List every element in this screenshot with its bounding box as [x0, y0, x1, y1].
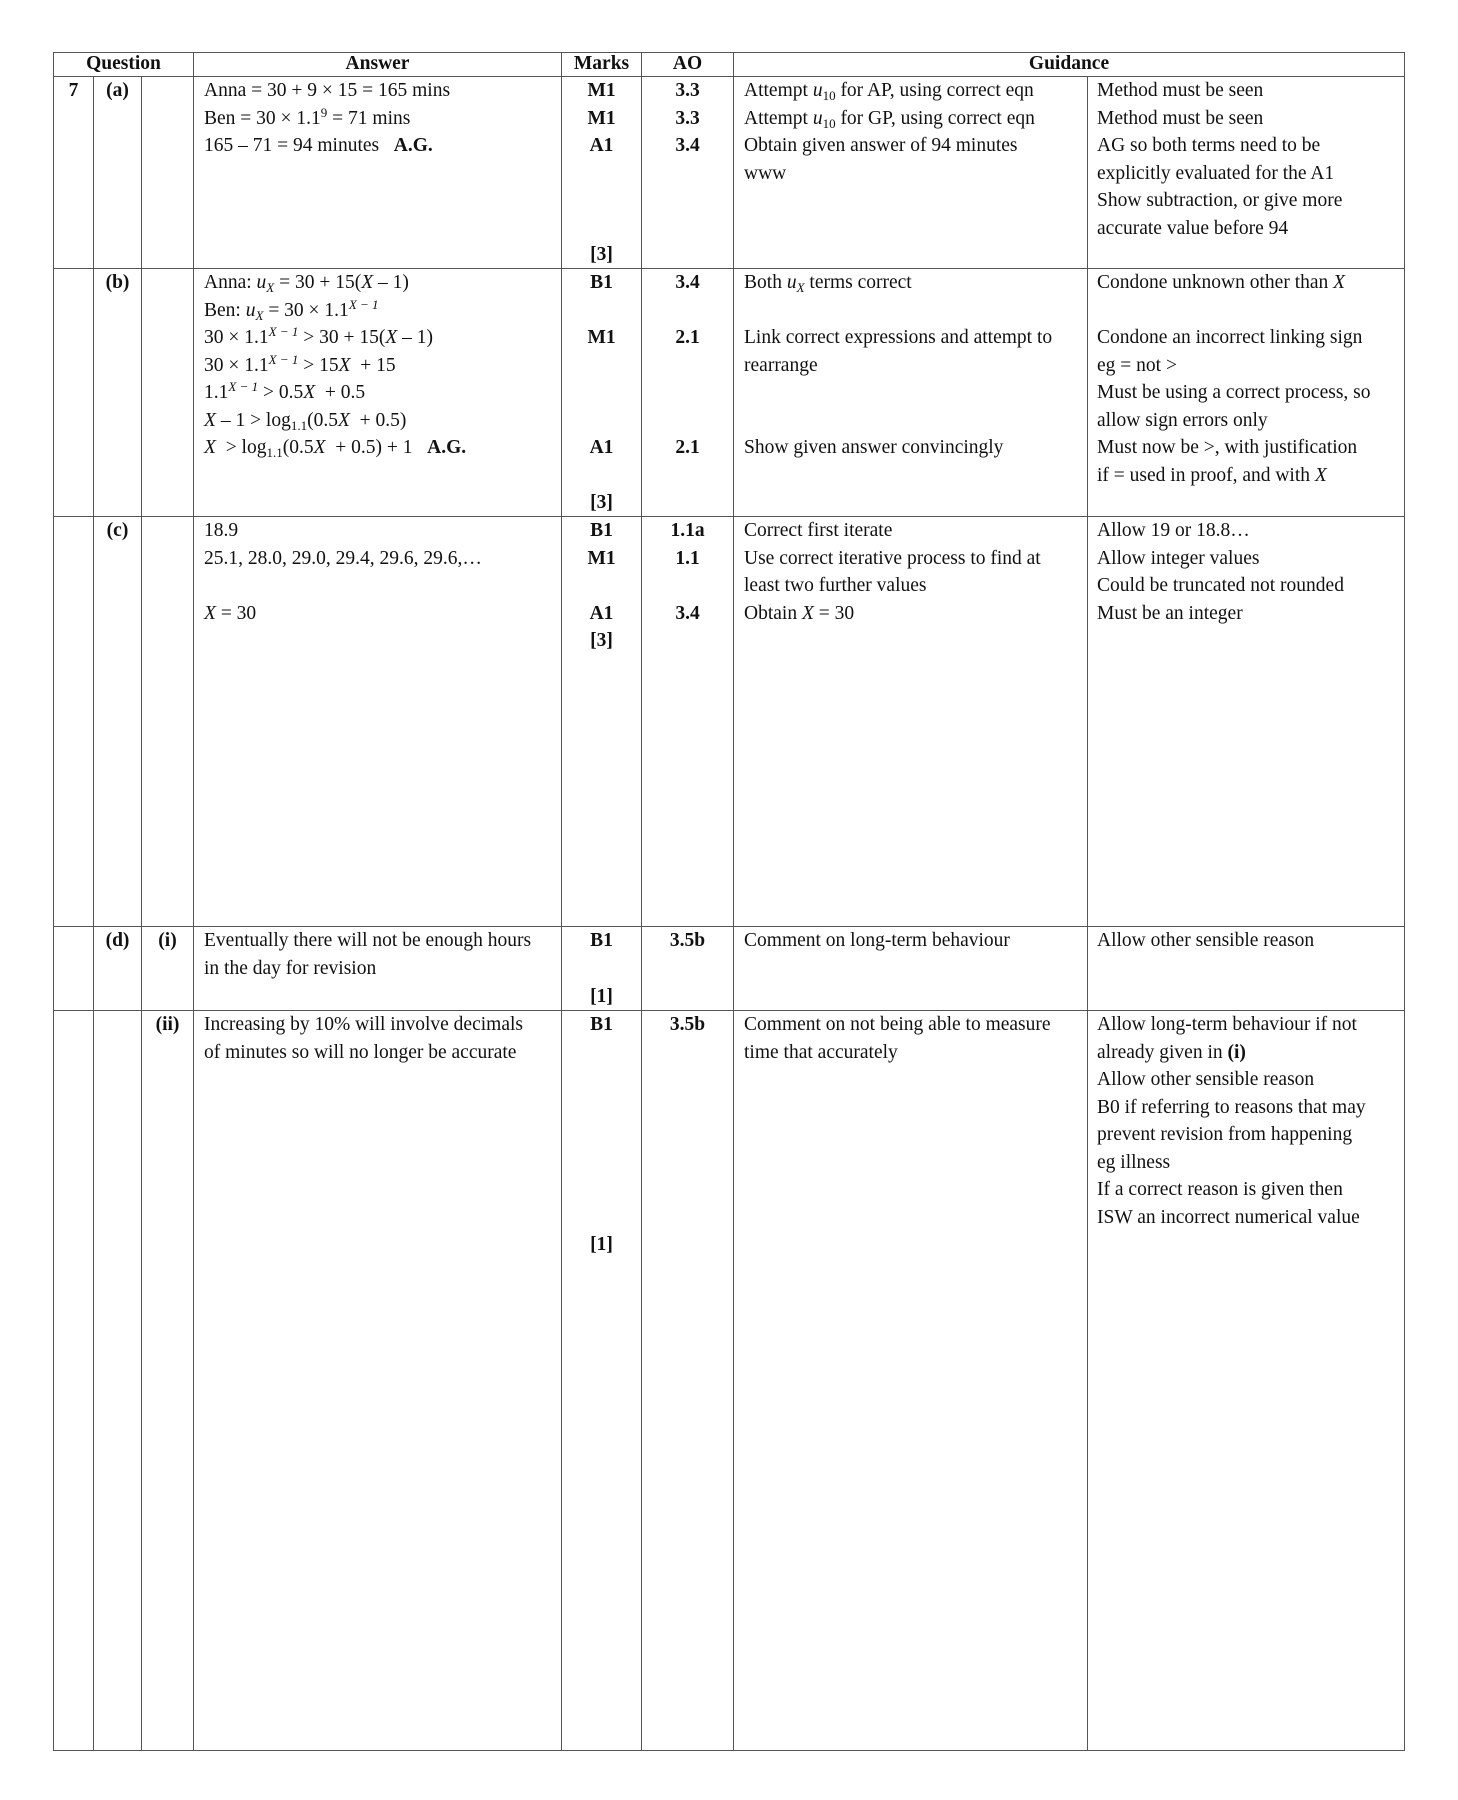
question-subpart: (ii) [142, 1011, 194, 1751]
guidance-line: AG so both terms need to be [1097, 135, 1321, 156]
guidance-line: explicitly evaluated for the A1 [1097, 162, 1335, 184]
guidance-line: Use correct iterative process to find at [744, 547, 1041, 569]
guidance-line: Allow other sensible reason [1097, 1069, 1315, 1090]
guidance-note-cell [1088, 1011, 1405, 1751]
question-part: (c) [94, 517, 142, 927]
guidance-cell [734, 77, 1088, 269]
question-part: (a) [94, 77, 142, 269]
answer-line: Anna: $u_X = 30 + 15(X - 1)$ [204, 272, 409, 295]
guidance-line: Must be an integer [1097, 602, 1243, 624]
guidance-line: Condone an incorrect linking sign [1097, 327, 1363, 348]
mark: A1 [589, 437, 614, 458]
guidance-note-cell [1088, 77, 1405, 269]
table-row [54, 517, 1405, 927]
question-number: 7 [54, 77, 94, 269]
guidance-line: eg illness [1097, 1151, 1171, 1173]
guidance-line: rearrange [744, 354, 818, 376]
answer-cell [194, 517, 562, 927]
question-part [94, 1011, 142, 1751]
guidance-line: already given in (i) [1097, 1041, 1246, 1063]
guidance-line: Attempt $u_{10}$ for AP, using correct eqn [744, 80, 1034, 103]
guidance-line: ISW an incorrect numerical value [1097, 1206, 1360, 1228]
ao-cell [642, 77, 734, 269]
mark: M1 [587, 327, 616, 348]
ao-value: 3.4 [675, 135, 700, 156]
question-number [54, 269, 94, 517]
exponent: 9 [320, 104, 328, 120]
guidance-cell [734, 1011, 1088, 1751]
guidance-line: eg = not > [1097, 354, 1177, 376]
mark: B1 [590, 272, 613, 293]
answer-line: Ben: $u_X = 30 \times 1.1^{X - 1}$ [204, 296, 379, 323]
answer-line: 25.1, 28.0, 29.0, 29.4, 29.6, 29.6,… [204, 547, 482, 569]
answer-line: $30 \times 1.1^{X - 1} > 30 + 15(X - 1)$ [204, 324, 434, 348]
ao-value: 3.3 [675, 107, 700, 129]
mark: A1 [589, 602, 614, 624]
table-row [54, 269, 1405, 517]
answer-line: $1.1^{X - 1} > 0.5X + 0.5$ [204, 379, 366, 403]
answer-cell [194, 77, 562, 269]
question-subpart: (i) [142, 927, 194, 1011]
marks-cell [562, 269, 642, 517]
header-answer: Answer [194, 53, 562, 77]
header-question: Question [54, 53, 194, 77]
guidance-line: allow sign errors only [1097, 409, 1268, 431]
answer-line: $X > \log_{1.1}(0.5X + 0.5) + 1$ A.G. [204, 437, 467, 460]
guidance-line: B0 if referring to reasons that may [1097, 1096, 1366, 1118]
answer-line [204, 105, 561, 133]
guidance-line: Comment on not being able to measure [744, 1014, 1051, 1035]
ao-cell [642, 269, 734, 517]
answer-text: = 71 mins [327, 107, 411, 129]
answer-line: Eventually there will not be enough hours [204, 930, 532, 951]
question-number [54, 927, 94, 1011]
question-subpart [142, 517, 194, 927]
mark: M1 [587, 107, 616, 129]
mark-scheme-table [53, 52, 1405, 1751]
guidance-note-cell: Allow other sensible reason [1088, 927, 1405, 1011]
mark-total: [3] [590, 243, 613, 265]
answer-text: Ben = 30 × 1.1 [204, 107, 321, 129]
marks-cell [562, 77, 642, 269]
guidance-line: www [744, 162, 787, 184]
mark-total: [3] [590, 491, 613, 513]
header-ao: AO [642, 53, 734, 77]
mark: M1 [587, 80, 616, 101]
ao-value: 3.4 [675, 272, 700, 293]
guidance-line: if = used in proof, and with X [1097, 464, 1327, 486]
ao-cell: 3.5b [642, 927, 734, 1011]
answer-text: 165 – 71 = 94 minutes [204, 135, 380, 156]
mark: A1 [589, 135, 614, 156]
mark: B1 [590, 930, 613, 951]
guidance-line: Show given answer convincingly [744, 437, 1004, 458]
guidance-line: least two further values [744, 575, 927, 596]
answer-cell [194, 269, 562, 517]
ao-value: 3.4 [675, 602, 700, 624]
table-row [54, 1011, 1405, 1751]
mark-total: [3] [590, 630, 613, 651]
mark: B1 [590, 520, 613, 541]
answer-line: Increasing by 10% will involve decimals [204, 1014, 523, 1035]
guidance-line: Method must be seen [1097, 107, 1264, 129]
guidance-line: Link correct expressions and attempt to [744, 327, 1053, 348]
ao-value: 2.1 [675, 327, 700, 348]
answer-line: $X - 1 > \log_{1.1}(0.5X + 0.5)$ [204, 409, 407, 433]
answer-line: $30 \times 1.1^{X - 1} > 15X + 15$ [204, 351, 396, 376]
marks-cell [562, 517, 642, 927]
question-part: (b) [94, 269, 142, 517]
question-subpart [142, 77, 194, 269]
table-row [54, 77, 1405, 269]
mark: B1 [590, 1014, 613, 1035]
guidance-line: Obtain X = 30 [744, 602, 855, 624]
table-row [54, 927, 1405, 1011]
ag-label: A.G. [427, 437, 467, 458]
ao-value: 2.1 [675, 437, 700, 458]
answer-line [204, 132, 561, 160]
guidance-line: If a correct reason is given then [1097, 1179, 1343, 1200]
guidance-line: prevent revision from happening [1097, 1124, 1353, 1145]
guidance-line: Attempt $u_{10}$ for GP, using correct eqn [744, 107, 1035, 131]
guidance-line: Show subtraction, or give more [1097, 190, 1343, 211]
guidance-cell [734, 269, 1088, 517]
marks-cell [562, 1011, 642, 1751]
guidance-line: Condone unknown other than X [1097, 272, 1346, 293]
guidance-line: Correct first iterate [744, 520, 893, 541]
guidance-line: Method must be seen [1097, 80, 1264, 101]
question-number [54, 1011, 94, 1751]
guidance-line: Must be using a correct process, so [1097, 382, 1371, 403]
ao-value: 1.1a [670, 520, 705, 541]
ao-cell [642, 517, 734, 927]
guidance-line: Could be truncated not rounded [1097, 575, 1344, 596]
guidance-line: Must now be >, with justification [1097, 437, 1358, 458]
guidance-line: time that accurately [744, 1041, 898, 1063]
answer-line: Anna = 30 + 9 × 15 = 165 mins [204, 80, 451, 101]
guidance-line: Allow 19 or 18.8… [1097, 520, 1250, 541]
guidance-line: accurate value before 94 [1097, 217, 1289, 239]
mark-total: [1] [590, 985, 613, 1007]
answer-line: of minutes so will no longer be accurate [204, 1041, 517, 1063]
marks-cell [562, 927, 642, 1011]
guidance-cell [734, 517, 1088, 927]
guidance-line: Both $u_X$ terms correct [744, 272, 912, 295]
question-part: (d) [94, 927, 142, 1011]
question-number [54, 517, 94, 927]
answer-line: 18.9 [204, 520, 239, 541]
mark-total: [1] [590, 1234, 613, 1255]
guidance-note-cell [1088, 269, 1405, 517]
answer-cell [194, 1011, 562, 1751]
question-subpart [142, 269, 194, 517]
guidance-cell: Comment on long-term behaviour [734, 927, 1088, 1011]
guidance-note-cell [1088, 517, 1405, 927]
header-guidance: Guidance [734, 53, 1405, 77]
answer-line: in the day for revision [204, 957, 377, 979]
guidance-line: Allow integer values [1097, 547, 1260, 569]
guidance-line: Obtain given answer of 94 minutes [744, 135, 1018, 156]
header-marks: Marks [562, 53, 642, 77]
ao-cell: 3.5b [642, 1011, 734, 1751]
ag-label: A.G. [393, 135, 433, 156]
answer-line: X = 30 [204, 602, 257, 624]
mark: M1 [587, 547, 616, 569]
answer-cell [194, 927, 562, 1011]
header-row [54, 53, 1405, 77]
ao-value: 3.3 [675, 80, 700, 101]
ao-value: 1.1 [675, 547, 700, 569]
guidance-line: Allow long-term behaviour if not [1097, 1014, 1357, 1035]
